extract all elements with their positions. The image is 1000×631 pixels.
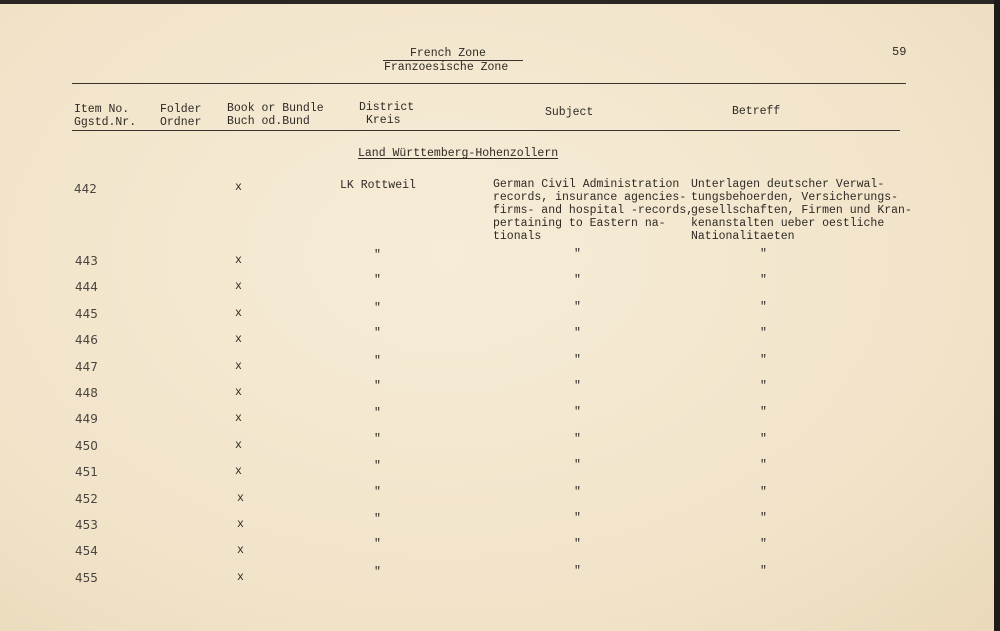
ditto-district: ": [374, 327, 381, 341]
col-book-line1: Book or Bundle: [227, 102, 324, 115]
ditto-subject: ": [574, 406, 581, 420]
ditto-betreff: ": [760, 274, 767, 288]
ditto-district: ": [374, 538, 381, 552]
ditto-district: ": [374, 301, 381, 315]
book-mark: x: [235, 359, 242, 373]
ditto-betreff: ": [760, 300, 767, 314]
book-mark: x: [235, 386, 242, 399]
ditto-district: ": [374, 432, 381, 446]
col-subject: Subject: [545, 106, 594, 119]
ditto-betreff: ": [760, 432, 767, 446]
district-value: LK Rottweil: [340, 179, 416, 192]
ditto-subject: ": [574, 300, 581, 314]
item-number: 446: [75, 333, 98, 348]
subject-line-1: German Civil Administration: [493, 178, 680, 191]
item-number: 451: [75, 465, 98, 480]
item-number: 444: [75, 280, 98, 295]
item-number: 447: [75, 359, 98, 374]
book-mark: x: [235, 412, 242, 426]
subject-line-4: pertaining to Eastern na-: [493, 217, 666, 230]
ditto-betreff: ": [760, 512, 767, 525]
document-page: [0, 4, 994, 631]
book-mark: x: [237, 491, 244, 505]
book-mark: x: [235, 280, 242, 294]
header-bottom-rule: [72, 130, 900, 131]
betreff-line-3: gesellschaften, Firmen und Kran-: [691, 204, 912, 217]
ditto-district: ": [374, 354, 381, 368]
book-mark: x: [235, 465, 242, 479]
ditto-subject: ": [574, 538, 581, 552]
book-mark: x: [235, 333, 242, 347]
ditto-betreff: ": [760, 327, 767, 341]
ditto-subject: ": [574, 248, 581, 261]
item-number: 445: [75, 306, 98, 321]
ditto-subject: ": [574, 459, 581, 473]
ditto-subject: ": [574, 274, 581, 288]
ditto-subject: ": [574, 380, 581, 393]
book-mark: x: [235, 438, 242, 452]
ditto-betreff: ": [760, 380, 767, 393]
item-number: 450: [75, 438, 98, 453]
book-mark: x: [235, 181, 242, 194]
col-folder-line2: Ordner: [160, 116, 202, 129]
ditto-district: ": [374, 249, 381, 262]
book-mark: x: [237, 544, 244, 558]
ditto-subject: ": [574, 353, 581, 367]
ditto-subject: ": [574, 327, 581, 341]
ditto-subject: ": [574, 485, 581, 499]
ditto-betreff: ": [760, 538, 767, 552]
col-district-line1: District: [359, 101, 415, 114]
ditto-betreff: ": [760, 485, 767, 499]
ditto-betreff: ": [760, 353, 767, 367]
ditto-betreff: ": [760, 564, 767, 578]
betreff-line-1: Unterlagen deutscher Verwal-: [691, 178, 885, 191]
ditto-subject: ": [574, 564, 581, 578]
ditto-district: ": [374, 513, 381, 526]
col-book-line2: Buch od.Bund: [227, 115, 310, 128]
ditto-district: ": [374, 460, 381, 474]
betreff-line-5: Nationalitaeten: [691, 230, 795, 243]
col-district-line2: Kreis: [366, 114, 401, 127]
col-folder-line1: Folder: [160, 103, 202, 116]
book-mark: x: [235, 254, 242, 267]
ditto-district: ": [374, 274, 381, 288]
col-item-line2: Ggstd.Nr.: [74, 116, 137, 129]
book-spine: [994, 0, 1000, 631]
zone-title-de: Franzoesische Zone: [384, 61, 509, 74]
item-number: 443: [75, 254, 98, 268]
book-mark: x: [235, 306, 242, 320]
col-item-line1: Item No.: [74, 103, 130, 116]
item-number: 449: [75, 412, 98, 427]
ditto-betreff: ": [760, 459, 767, 473]
ditto-subject: ": [574, 432, 581, 446]
betreff-line-4: kenanstalten ueber oestliche: [691, 217, 885, 230]
book-mark: x: [237, 570, 244, 584]
ditto-district: ": [374, 380, 381, 393]
page-number: 59: [892, 45, 907, 59]
item-number: 453: [75, 518, 98, 532]
book-mark: x: [237, 518, 244, 531]
item-number: 455: [75, 570, 98, 585]
item-number: 454: [75, 544, 98, 559]
zone-title-en: French Zone: [410, 47, 486, 60]
ditto-district: ": [374, 407, 381, 421]
subject-line-5: tionals: [493, 230, 542, 243]
ditto-betreff: ": [760, 248, 767, 261]
col-betreff: Betreff: [732, 105, 781, 118]
header-top-rule: [72, 83, 906, 84]
section-heading: Land Württemberg-Hohenzollern: [358, 147, 559, 160]
item-number: 452: [75, 491, 98, 506]
ditto-betreff: ": [760, 406, 767, 420]
ditto-district: ": [374, 485, 381, 499]
item-number: 442: [74, 182, 97, 196]
subject-line-2: records, insurance agencies-: [493, 191, 687, 204]
ditto-district: ": [374, 565, 381, 579]
subject-line-3: firms- and hospital -records,: [493, 204, 694, 217]
betreff-line-2: tungsbehoerden, Versicherungs-: [691, 191, 899, 204]
item-number: 448: [75, 386, 98, 400]
ditto-subject: ": [574, 512, 581, 525]
